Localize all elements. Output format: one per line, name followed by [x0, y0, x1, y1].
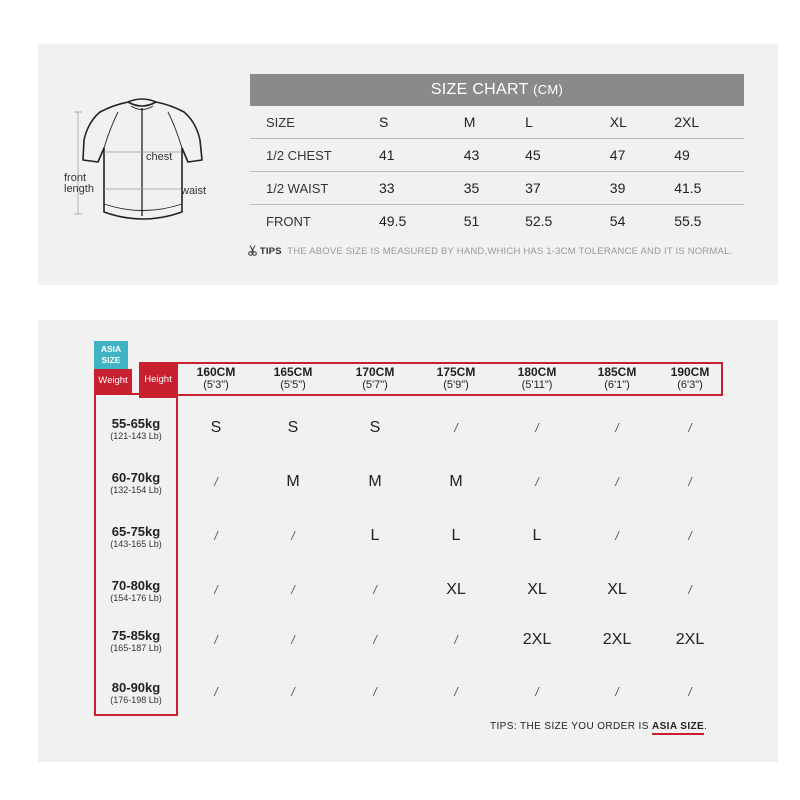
- fit-cell: /: [454, 685, 458, 699]
- height-cm: 160CM: [196, 365, 236, 379]
- weight-lb: (132-154 Lb): [110, 485, 162, 495]
- fit-cell: /: [688, 421, 692, 435]
- fit-cell: /: [454, 633, 458, 647]
- table-row: [250, 139, 744, 172]
- asia-badge-line2: SIZE: [101, 355, 121, 365]
- fit-cell: /: [454, 421, 458, 435]
- weight-kg: 60-70kg: [111, 470, 161, 485]
- height-column-header: [258, 366, 328, 392]
- fit-cell: /: [291, 583, 295, 597]
- table-cell: 45: [510, 139, 595, 172]
- fit-cell: /: [214, 529, 218, 543]
- fit-cell: /: [291, 529, 295, 543]
- fit-cell: S: [369, 419, 381, 436]
- fit-cell: XL: [446, 581, 466, 598]
- fit-cell: /: [615, 685, 619, 699]
- fit-cell: /: [615, 475, 619, 489]
- fit-cell: /: [373, 633, 377, 647]
- height-column-header: [181, 366, 251, 392]
- weight-kg: 65-75kg: [111, 524, 161, 539]
- weight-lb: (143-165 Lb): [110, 539, 162, 549]
- weight-header: Weight: [94, 369, 132, 393]
- fit-cell: S: [287, 419, 299, 436]
- table-cell: 35: [449, 172, 510, 205]
- fit-cell: /: [535, 421, 539, 435]
- height-column-header: [340, 366, 410, 392]
- weight-row-header: [96, 629, 176, 655]
- tips-label: TIPS: [259, 246, 282, 257]
- fit-cell: /: [291, 685, 295, 699]
- weight-kg: 75-85kg: [111, 628, 161, 643]
- tips-prefix: TIPS: THE SIZE YOU ORDER IS: [490, 721, 649, 732]
- fit-cell: M: [449, 473, 463, 490]
- height-inch: (6'1"): [604, 379, 630, 391]
- height-cm: 165CM: [273, 365, 313, 379]
- row-label: 1/2 CHEST: [250, 139, 364, 172]
- fit-cell: /: [615, 529, 619, 543]
- weight-kg: 80-90kg: [111, 680, 161, 695]
- size-header-cell: L: [510, 106, 595, 139]
- size-chart-title: [250, 74, 744, 106]
- table-row: [250, 205, 744, 238]
- weight-row-header: [96, 579, 176, 605]
- measurement-tip: [248, 245, 732, 257]
- height-cm: 170CM: [355, 365, 395, 379]
- fit-cell: L: [370, 527, 380, 544]
- height-column-header: [421, 366, 491, 392]
- fit-cell: XL: [527, 581, 547, 598]
- front-length-label-line1: front: [64, 172, 87, 184]
- table-cell: 33: [364, 172, 449, 205]
- waist-label: waist: [181, 185, 207, 197]
- table-cell: 41: [364, 139, 449, 172]
- fit-cell: /: [291, 633, 295, 647]
- fit-cell: /: [535, 475, 539, 489]
- weight-kg: 70-80kg: [111, 578, 161, 593]
- fit-cell: L: [532, 527, 542, 544]
- fit-cell: /: [214, 583, 218, 597]
- front-length-label-line2: length: [64, 183, 94, 195]
- height-cm: 190CM: [670, 365, 710, 379]
- size-header-cell: M: [449, 106, 510, 139]
- fit-cell: /: [535, 685, 539, 699]
- table-cell: 51: [463, 213, 480, 229]
- row-label: FRONT: [266, 213, 311, 229]
- fit-cell: /: [688, 583, 692, 597]
- size-header-label: SIZE: [250, 106, 364, 139]
- fit-cell: /: [214, 633, 218, 647]
- size-header-cell: S: [364, 106, 449, 139]
- fit-cell: /: [688, 529, 692, 543]
- height-inch: (5'11"): [521, 379, 553, 391]
- size-header-row: [250, 106, 744, 139]
- asia-size-tip: [490, 721, 707, 732]
- height-inch: (6'3"): [677, 379, 703, 391]
- table-cell: 47: [595, 139, 659, 172]
- size-chart-title-text: SIZE CHART: [430, 81, 529, 98]
- weight-lb: (176-198 Lb): [110, 695, 162, 705]
- fit-cell: 2XL: [522, 631, 552, 648]
- height-cm: 180CM: [517, 365, 557, 379]
- fit-cell: M: [286, 473, 300, 490]
- weight-row-header: [96, 417, 176, 443]
- weight-row-header: [96, 681, 176, 707]
- height-column-header: [502, 366, 572, 392]
- chest-label: chest: [146, 151, 173, 163]
- tips-text: THE ABOVE SIZE IS MEASURED BY HAND,WHICH HAS 1-3CM TOLERANCE AND IT IS NORMAL.: [287, 246, 733, 257]
- table-row: [250, 172, 744, 205]
- size-chart-unit: (CM): [533, 82, 564, 97]
- fit-cell: /: [214, 475, 218, 489]
- fit-cell: M: [368, 473, 382, 490]
- height-cm: 175CM: [436, 365, 476, 379]
- fit-cell: /: [214, 685, 218, 699]
- asia-size-badge: [94, 341, 128, 369]
- size-table: [250, 106, 744, 237]
- table-cell: 55.5: [674, 213, 702, 229]
- fit-cell: /: [688, 685, 692, 699]
- fit-cell: /: [373, 583, 377, 597]
- asia-badge-line1: ASIA: [100, 344, 122, 354]
- size-header-cell: 2XL: [659, 106, 744, 139]
- height-header: Height: [139, 362, 177, 398]
- weight-kg: 55-65kg: [111, 416, 161, 431]
- table-cell: 39: [595, 172, 659, 205]
- weight-lb: (165-187 Lb): [110, 643, 162, 653]
- scissors-icon: [248, 245, 257, 256]
- height-inch: (5'5"): [280, 379, 306, 391]
- size-header-cell: XL: [595, 106, 659, 139]
- weight-lb: (121-143 Lb): [110, 431, 162, 441]
- height-column-header: [655, 366, 725, 392]
- fit-cell: S: [210, 419, 222, 436]
- height-cm: 185CM: [597, 365, 637, 379]
- table-cell: 54: [609, 213, 626, 229]
- tips-suffix: .: [704, 721, 708, 732]
- height-column-header: [582, 366, 652, 392]
- table-cell: 41.5: [659, 172, 744, 205]
- tips-emphasis: ASIA SIZE: [652, 721, 704, 735]
- height-inch: (5'7"): [362, 379, 388, 391]
- fit-cell: L: [451, 527, 461, 544]
- fit-cell: 2XL: [675, 631, 705, 648]
- weight-lb: (154-176 Lb): [110, 593, 162, 603]
- weight-row-header: [96, 525, 176, 551]
- table-cell: 37: [510, 172, 595, 205]
- fit-cell: XL: [607, 581, 627, 598]
- table-cell: 49: [659, 139, 744, 172]
- fit-cell: /: [615, 421, 619, 435]
- height-inch: (5'9"): [443, 379, 469, 391]
- fit-cell: /: [373, 685, 377, 699]
- table-cell: 43: [449, 139, 510, 172]
- height-inch: (5'3"): [203, 379, 229, 391]
- table-cell: 49.5: [379, 213, 407, 229]
- table-cell: 52.5: [525, 213, 553, 229]
- fit-cell: /: [688, 475, 692, 489]
- fit-cell: 2XL: [602, 631, 632, 648]
- row-label: 1/2 WAIST: [250, 172, 364, 205]
- weight-row-header: [96, 471, 176, 497]
